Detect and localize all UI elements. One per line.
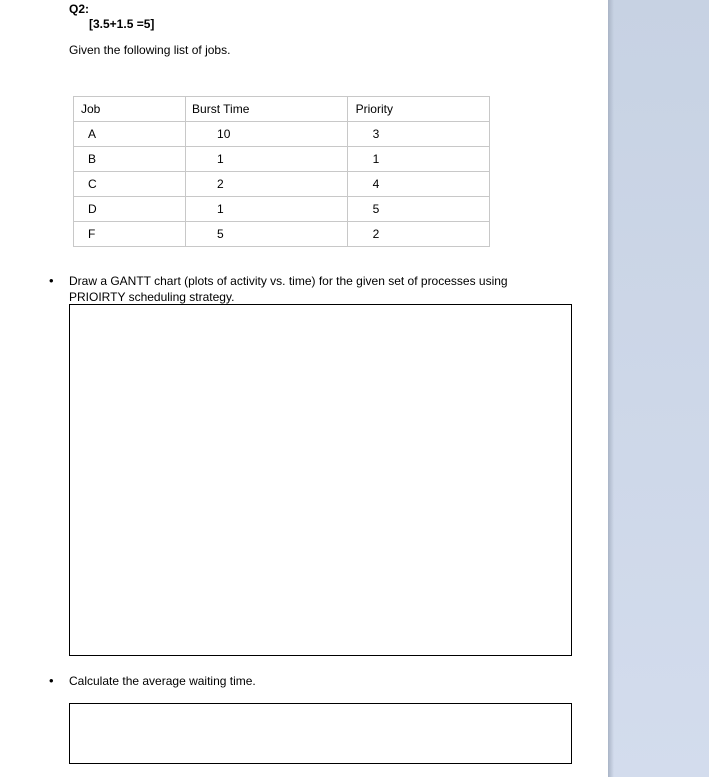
gantt-answer-box[interactable] xyxy=(69,304,572,656)
table-row xyxy=(74,197,490,222)
header-priority: Priority xyxy=(347,97,489,122)
jobs-table xyxy=(73,96,490,247)
question-intro: Given the following list of jobs. xyxy=(69,43,231,57)
priority-cell: 2 xyxy=(347,222,489,247)
priority-cell: 3 xyxy=(347,122,489,147)
burst-time-cell: 2 xyxy=(186,172,348,197)
header-job: Job xyxy=(74,97,186,122)
job-cell: C xyxy=(74,172,186,197)
burst-time-cell: 1 xyxy=(186,147,348,172)
page-shadow xyxy=(608,0,614,777)
gantt-instruction: Draw a GANTT chart (plots of activity vs. time) for the given set of processes using PRIOIRTY scheduling strategy. xyxy=(69,274,508,304)
table-row xyxy=(74,147,490,172)
job-cell: D xyxy=(74,197,186,222)
burst-time-cell: 5 xyxy=(186,222,348,247)
question-marks: [3.5+1.5 =5] xyxy=(89,17,155,31)
job-cell: F xyxy=(74,222,186,247)
table-header-row xyxy=(74,97,490,122)
burst-time-cell: 1 xyxy=(186,197,348,222)
job-cell: B xyxy=(74,147,186,172)
priority-cell: 1 xyxy=(347,147,489,172)
job-cell: A xyxy=(74,122,186,147)
question-label: Q2: xyxy=(69,2,90,16)
table-row xyxy=(74,222,490,247)
burst-time-cell: 10 xyxy=(186,122,348,147)
table-row xyxy=(74,122,490,147)
priority-cell: 5 xyxy=(347,197,489,222)
table-row xyxy=(74,172,490,197)
average-waiting-answer-box[interactable] xyxy=(69,703,572,764)
average-waiting-instruction: Calculate the average waiting time. xyxy=(69,674,256,688)
bullet-icon: • xyxy=(49,673,54,688)
header-burst-time: Burst Time xyxy=(186,97,348,122)
bullet-icon: • xyxy=(49,273,54,288)
priority-cell: 4 xyxy=(347,172,489,197)
